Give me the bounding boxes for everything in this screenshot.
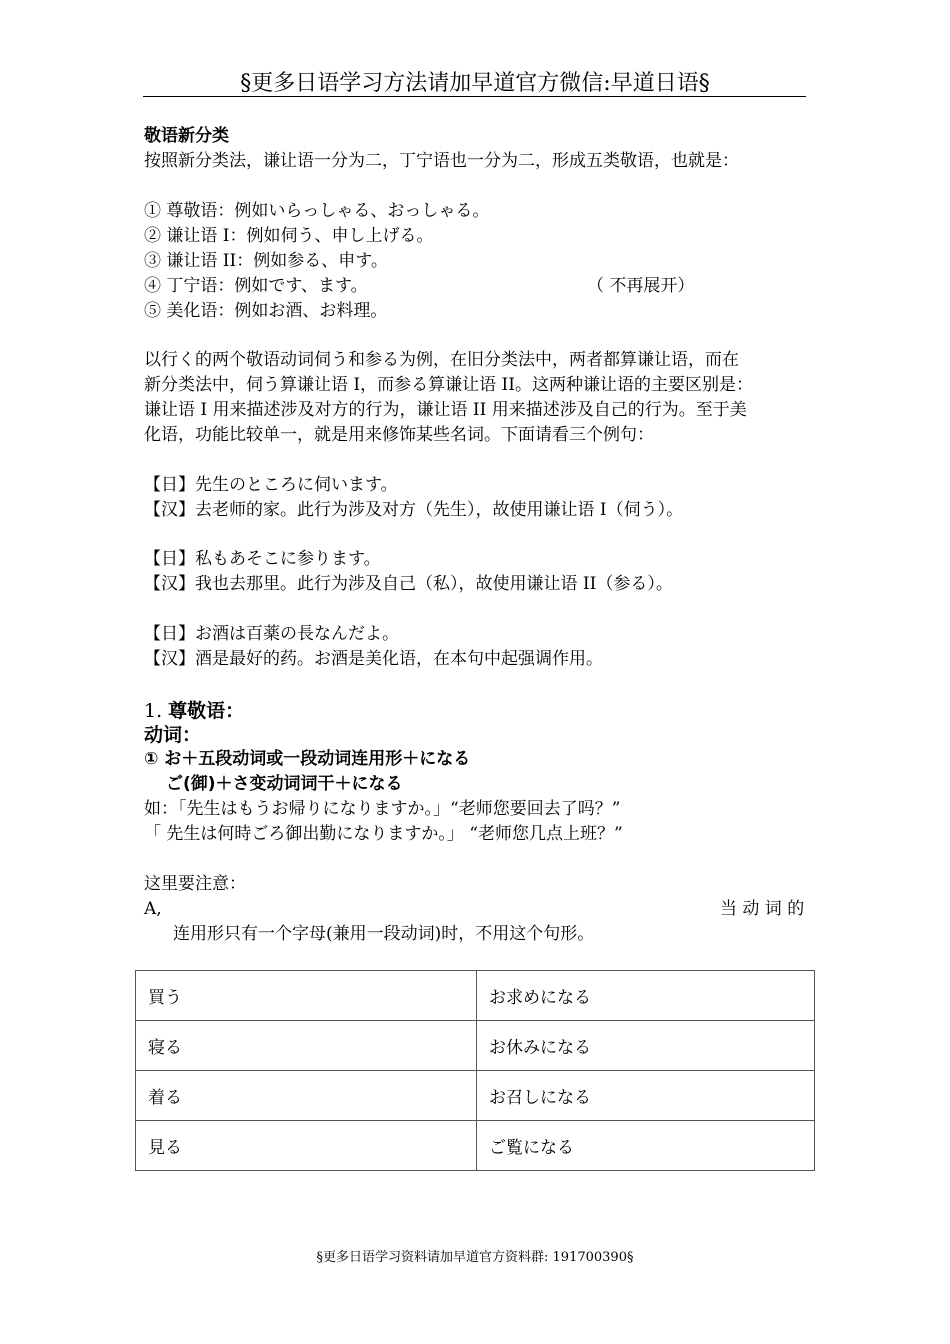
- table-cell-verb: 見る: [136, 1121, 477, 1171]
- note-label: 这里要注意：: [144, 874, 246, 894]
- table-cell-verb: 買う: [136, 971, 477, 1021]
- section-heading-number: 1.: [144, 700, 169, 722]
- category-item: ② 谦让语 I：例如伺う、申し上げる。: [144, 226, 434, 246]
- table-cell-honorific: ご覧になる: [477, 1121, 815, 1171]
- category-note: （ 不再展开）: [587, 276, 695, 296]
- verb-table: [135, 970, 815, 1171]
- table-row: [136, 1071, 815, 1121]
- section-heading: [144, 698, 244, 724]
- subheading: 动词：: [144, 724, 202, 746]
- example-cn: 【汉】去老师的家。此行为涉及对方（先生），故使用谦让语 I（伺う）。: [144, 500, 684, 520]
- example-cn: 【汉】酒是最好的药。お酒是美化语，在本句中起强调作用。: [144, 649, 603, 669]
- category-item: ④ 丁宁语：例如です、ます。: [144, 276, 368, 296]
- explanation-line: 化语，功能比较单一，就是用来修饰某些名词。下面请看三个例句：: [144, 425, 654, 445]
- explanation-line: 新分类法中，伺う算谦让语 I，而参る算谦让语 II。这两种谦让语的主要区别是：: [144, 375, 753, 395]
- page-header-title: §更多日语学习方法请加早道官方微信:早道日语§: [240, 71, 710, 96]
- header-divider: [143, 96, 806, 97]
- example-line: 「 先生は何時ごろ御出勤になりますか。」 “老师您几点上班？”: [144, 824, 623, 844]
- example-line: 如：「先生はもうお帰りになりますか。」“老师您要回去了吗？”: [144, 799, 621, 819]
- rule-line: ① お＋五段动词或一段动词连用形＋になる: [144, 749, 471, 769]
- example-jp: 【日】先生のところに伺います。: [144, 475, 398, 495]
- table-cell-honorific: お召しになる: [477, 1071, 815, 1121]
- table-cell-verb: 寝る: [136, 1021, 477, 1071]
- explanation-line: 以行く的两个敬语动词伺う和参る为例，在旧分类法中，两者都算谦让语，而在: [144, 350, 739, 370]
- note-a-text: 连用形只有一个字母(兼用一段动词)时，不用这个句形。: [173, 924, 595, 944]
- table-row: [136, 971, 815, 1021]
- section-heading-text: 尊敬语：: [168, 700, 245, 722]
- example-jp: 【日】お酒は百薬の長なんだよ。: [144, 624, 399, 644]
- note-a-label: A,: [144, 899, 162, 919]
- category-item: ⑤ 美化语：例如お酒、お料理。: [144, 301, 388, 321]
- table-cell-honorific: お休みになる: [477, 1021, 815, 1071]
- page-footer: §更多日语学习资料请加早道官方资料群: 191700390§: [316, 1250, 634, 1265]
- note-a-right: 当 动 词 的: [720, 899, 805, 919]
- example-cn: 【汉】我也去那里。此行为涉及自己（私），故使用谦让语 II（参る）。: [144, 574, 673, 594]
- intro-text: 按照新分类法，谦让语一分为二，丁宁语也一分为二，形成五类敬语，也就是：: [144, 151, 739, 171]
- category-item: ③ 谦让语 II：例如参る、申す。: [144, 251, 388, 271]
- section-title: 敬语新分类: [144, 126, 229, 146]
- rule-line: ご(御)＋さ变动词词干＋になる: [166, 774, 403, 794]
- explanation-line: 谦让语 I 用来描述涉及对方的行为，谦让语 II 用来描述涉及自己的行为。至于美: [144, 400, 747, 420]
- example-jp: 【日】私もあそこに参ります。: [144, 549, 381, 569]
- table-row: [136, 1021, 815, 1071]
- table-cell-verb: 着る: [136, 1071, 477, 1121]
- table-row: [136, 1121, 815, 1171]
- table-cell-honorific: お求めになる: [477, 971, 815, 1021]
- category-item: ① 尊敬语：例如いらっしゃる、おっしゃる。: [144, 201, 490, 221]
